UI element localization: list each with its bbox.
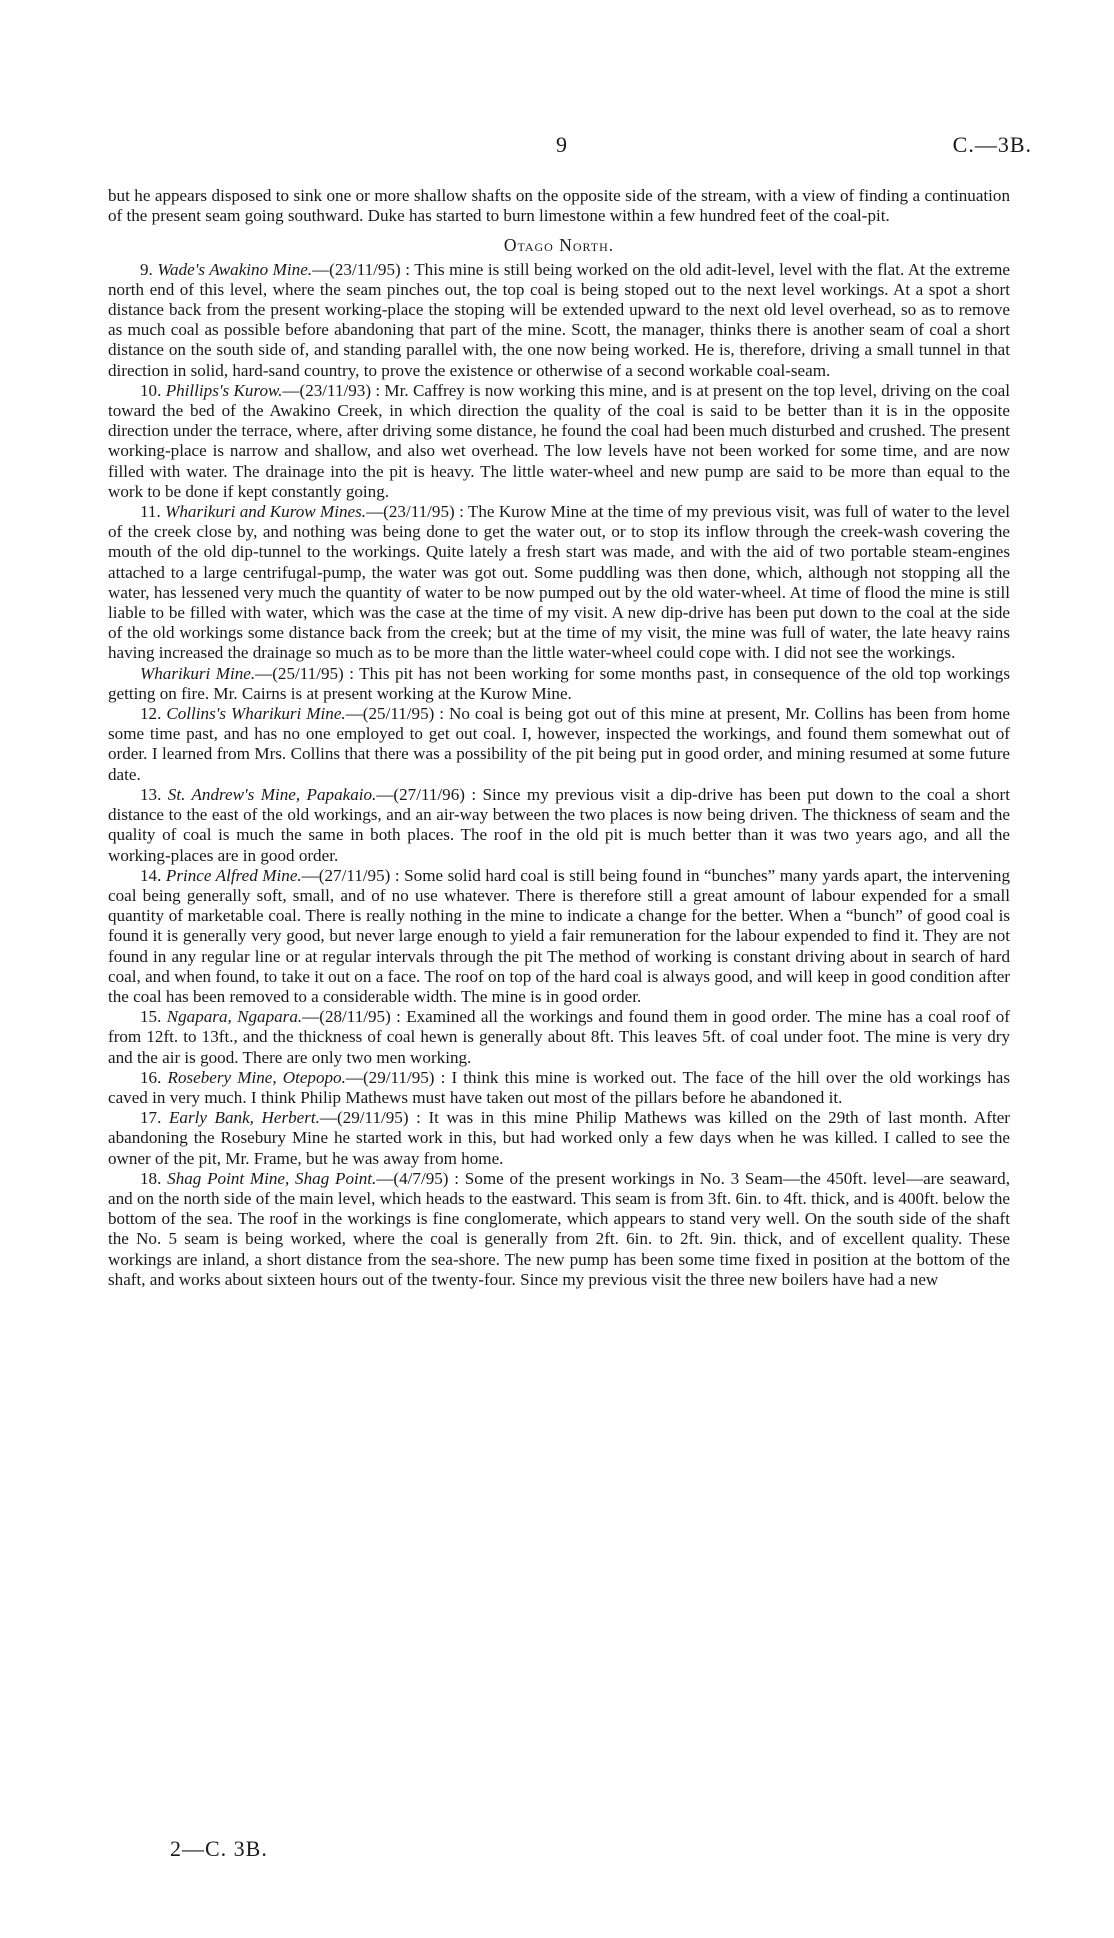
mine-title: Prince Alfred Mine. (165, 865, 302, 885)
paragraph-text: The Kurow Mine at the time of my previous visit, was full of water to the level of the creek close by, and nothing was being done to get the water out, or to stop its inflow through the creek-wash covering the mouth of the old dip-tunnel to the workings. Quite lately a fresh start was made, and with the aid of two portable steam-engines attached to a large centrifugal-pump, the water was got out. Some puddling was then done, which, although not stopping all the water, has lessened very much the quantity of water to be now pumped out by the old water-wheel. At time of flood the mine is still liable to be filled with water, which was the case at the time of my visit. A new dip-drive has been put down to the coal at the side of the old workings some distance back from the creek; but at the time of my visit, the mine was full of water, the late heavy rains having increased the drainage so much as to be more than the little water-wheel could cope with. I did not see the workings. (108, 502, 1011, 663)
mine-title: St. Andrew's Mine, Papakaio. (167, 784, 377, 804)
visit-date: —(23/11/93) : (282, 380, 381, 400)
paragraph-15 (108, 1007, 1010, 1068)
paragraph-12 (108, 704, 1010, 785)
paragraph-text: Some of the present workings in No. 3 Seam—the 450ft. level—are seaward, and on the north side of the main level, which heads to the eastward. This seam is from 3ft. 6in. to 4ft. thick, and is 400ft. below the bottom of the sea. The roof in the workings is fine conglomerate, which appears to stand very well. On the south side of the shaft the No. 5 seam is being worked, where the coal is generally from 2ft. 6in. to 2ft. 9in. thick, and of excellent quality. These workings are inland, a short distance from the sea-shore. The new pump has been some time fixed in position at the bottom of the shaft, and works about sixteen hours out of the twenty-four. Since my previous visit the three new boilers have had a new (108, 1168, 1010, 1289)
paragraph-text: Since my previous visit a dip-drive has been put down to the coal a short distance to the east of the old workings, and an air-way between the two places is now being driven. The thickness of seam and the quality of coal is much the same in both places. The roof in the old pit is much better than it was two years ago, and all the working-places are in good order. (108, 784, 1010, 865)
paragraph-18 (108, 1169, 1010, 1290)
paragraph-text: This mine is still being worked on the old adit-level, level with the flat. At the extreme north end of this level, where the seam pinches out, the top coal is being stoped out to the next level workings. At a spot a short distance back from the present working-place the stoping will be extended upward to the next old level overhead, so as to remove as much coal as possible before abandoning that part of the mine. Scott, the manager, thinks there is another seam of coal a short distance on the south side of, and standing parallel with, the one now being worked. He is, therefore, driving a small tunnel in that direction in solid, hard-sand country, to prove the existence or otherwise of a second workable coal-seam. (108, 259, 1010, 380)
paragraph-number: 15. (140, 1007, 162, 1027)
signature-mark: 2—C. 3B. (170, 1836, 268, 1861)
paragraph-number: 16. (140, 1067, 162, 1087)
mine-title: Phillips's Kurow. (165, 380, 283, 400)
visit-date: —(23/11/95) : (312, 259, 410, 279)
document-body (108, 186, 1010, 1290)
mine-title: Wade's Awakino Mine. (157, 259, 313, 279)
visit-date: —(29/11/95) : (345, 1067, 446, 1087)
visit-date: —(27/11/95) : (301, 865, 400, 885)
paragraph-number: 10. (140, 380, 162, 400)
mine-title: Early Bank, Herbert. (168, 1108, 320, 1128)
page-header (0, 132, 1114, 162)
paragraph-text: Mr. Caffrey is now working this mine, and is at present on the top level, driving on the coal toward the bed of the Awakino Creek, in which direction the quality of the coal is said to be better than it is in the opposite direction under the terrace, where, after driving some distance, he found the coal had been much disturbed and crushed. The present working-place is narrow and shallow, and also wet overhead. The low levels have not been worked for some time, and are now filled with water. The drainage into the pit is heavy. The little water-wheel and new pump are said to be more than equal to the work to be done if kept constantly going. (108, 380, 1010, 501)
paragraph-text: No coal is being got out of this mine at present, Mr. Collins has been from home some time past, and has no one employed to get out coal. I, however, inspected the workings, and found them somewhat out of order. I learned from Mrs. Collins that there was a possibility of the pit being put in good order, and mining resumed at some future date. (108, 704, 1011, 784)
visit-date: —(25/11/95) : (255, 663, 354, 683)
paragraph-number: 17. (140, 1108, 162, 1128)
visit-date: —(4/7/95) : (376, 1168, 459, 1188)
mine-title: Rosebery Mine, Otepopo. (167, 1067, 346, 1087)
paragraph-text: This pit has not been working for some months past, in consequence of the old top workings getting on fire. Mr. Cairns is at present working at the Kurow Mine. (108, 663, 1010, 703)
mine-title: Shag Point Mine, Shag Point. (167, 1168, 377, 1188)
paragraph-text: I think this mine is worked out. The face of the hill over the old workings has caved in very much. I think Philip Mathews must have taken out most of the pillars before he abandoned it. (108, 1067, 1011, 1107)
paragraph-text: It was in this mine Philip Mathews was killed on the 29th of last month. After abandoning the Rosebury Mine he started work in this, but had worked only a few days when he was killed. I called to see the owner of the pit, Mr. Frame, but he was away from home. (108, 1108, 1010, 1168)
paragraph-text: Examined all the workings and found them in good order. The mine has a coal roof of from 12ft. to 13ft., and the thickness of coal hewn is generally about 8ft. This leaves 5ft. of coal under foot. The mine is very dry and the air is good. There are only two men working. (108, 1007, 1010, 1067)
paragraph-number: 9. (140, 259, 153, 279)
visit-date: —(25/11/95) : (345, 704, 445, 724)
paragraph-number: 12. (140, 704, 162, 724)
paragraph-9 (108, 260, 1010, 381)
intro-paragraph: but he appears disposed to sink one or more shallow shafts on the opposite side of the stream, with a view of finding a continuation of the present seam going southward. Duke has started to burn limestone within a few hundred feet of the coal-pit. (108, 186, 1010, 226)
paragraph-11 (108, 502, 1010, 664)
visit-date: —(27/11/96) : (376, 784, 477, 804)
mine-title: Wharikuri Mine. (140, 663, 256, 683)
visit-date: —(28/11/95) : (302, 1007, 401, 1027)
paragraph-16 (108, 1068, 1010, 1108)
paragraph-11-wharikuri (108, 664, 1010, 704)
paragraph-10 (108, 381, 1010, 502)
paragraph-17 (108, 1108, 1010, 1169)
mine-title: Ngapara, Ngapara. (166, 1007, 303, 1027)
paragraph-number: 18. (140, 1168, 162, 1188)
paragraph-number: 14. (140, 865, 162, 885)
visit-date: —(29/11/95) : (319, 1108, 421, 1128)
paragraph-text: Some solid hard coal is still being found in “bunches” many yards apart, the intervening coal being generally soft, small, and of no use whatever. There is therefore still a great amount of labour expended for a small quantity of marketable coal. There is really nothing in the mine to indicate a change for the better. When a “bunch” of good coal is found it is generally very good, but never large enough to yield a fair remuneration for the labour expended to find it. They are not found in any regular line or at regular intervals through the pit The method of working is constant driving about in search of hard coal, and when found, to take it out on a face. The roof on top of the hard coal is always good, and will keep in good condition after the coal has been removed to a considerable width. The mine is in good order. (108, 865, 1011, 1006)
page-number: 9 (556, 132, 567, 157)
paragraph-13 (108, 785, 1010, 866)
paragraph-number: 13. (140, 784, 162, 804)
visit-date: —(23/11/95) : (366, 502, 464, 522)
report-code: C.—3B. (952, 132, 1032, 157)
paragraph-14 (108, 866, 1010, 1007)
mine-title: Collins's Wharikuri Mine. (166, 704, 346, 724)
section-heading: Otago North. (503, 235, 615, 256)
mine-title: Wharikuri and Kurow Mines. (165, 502, 367, 522)
paragraph-number: 11. (140, 502, 161, 522)
